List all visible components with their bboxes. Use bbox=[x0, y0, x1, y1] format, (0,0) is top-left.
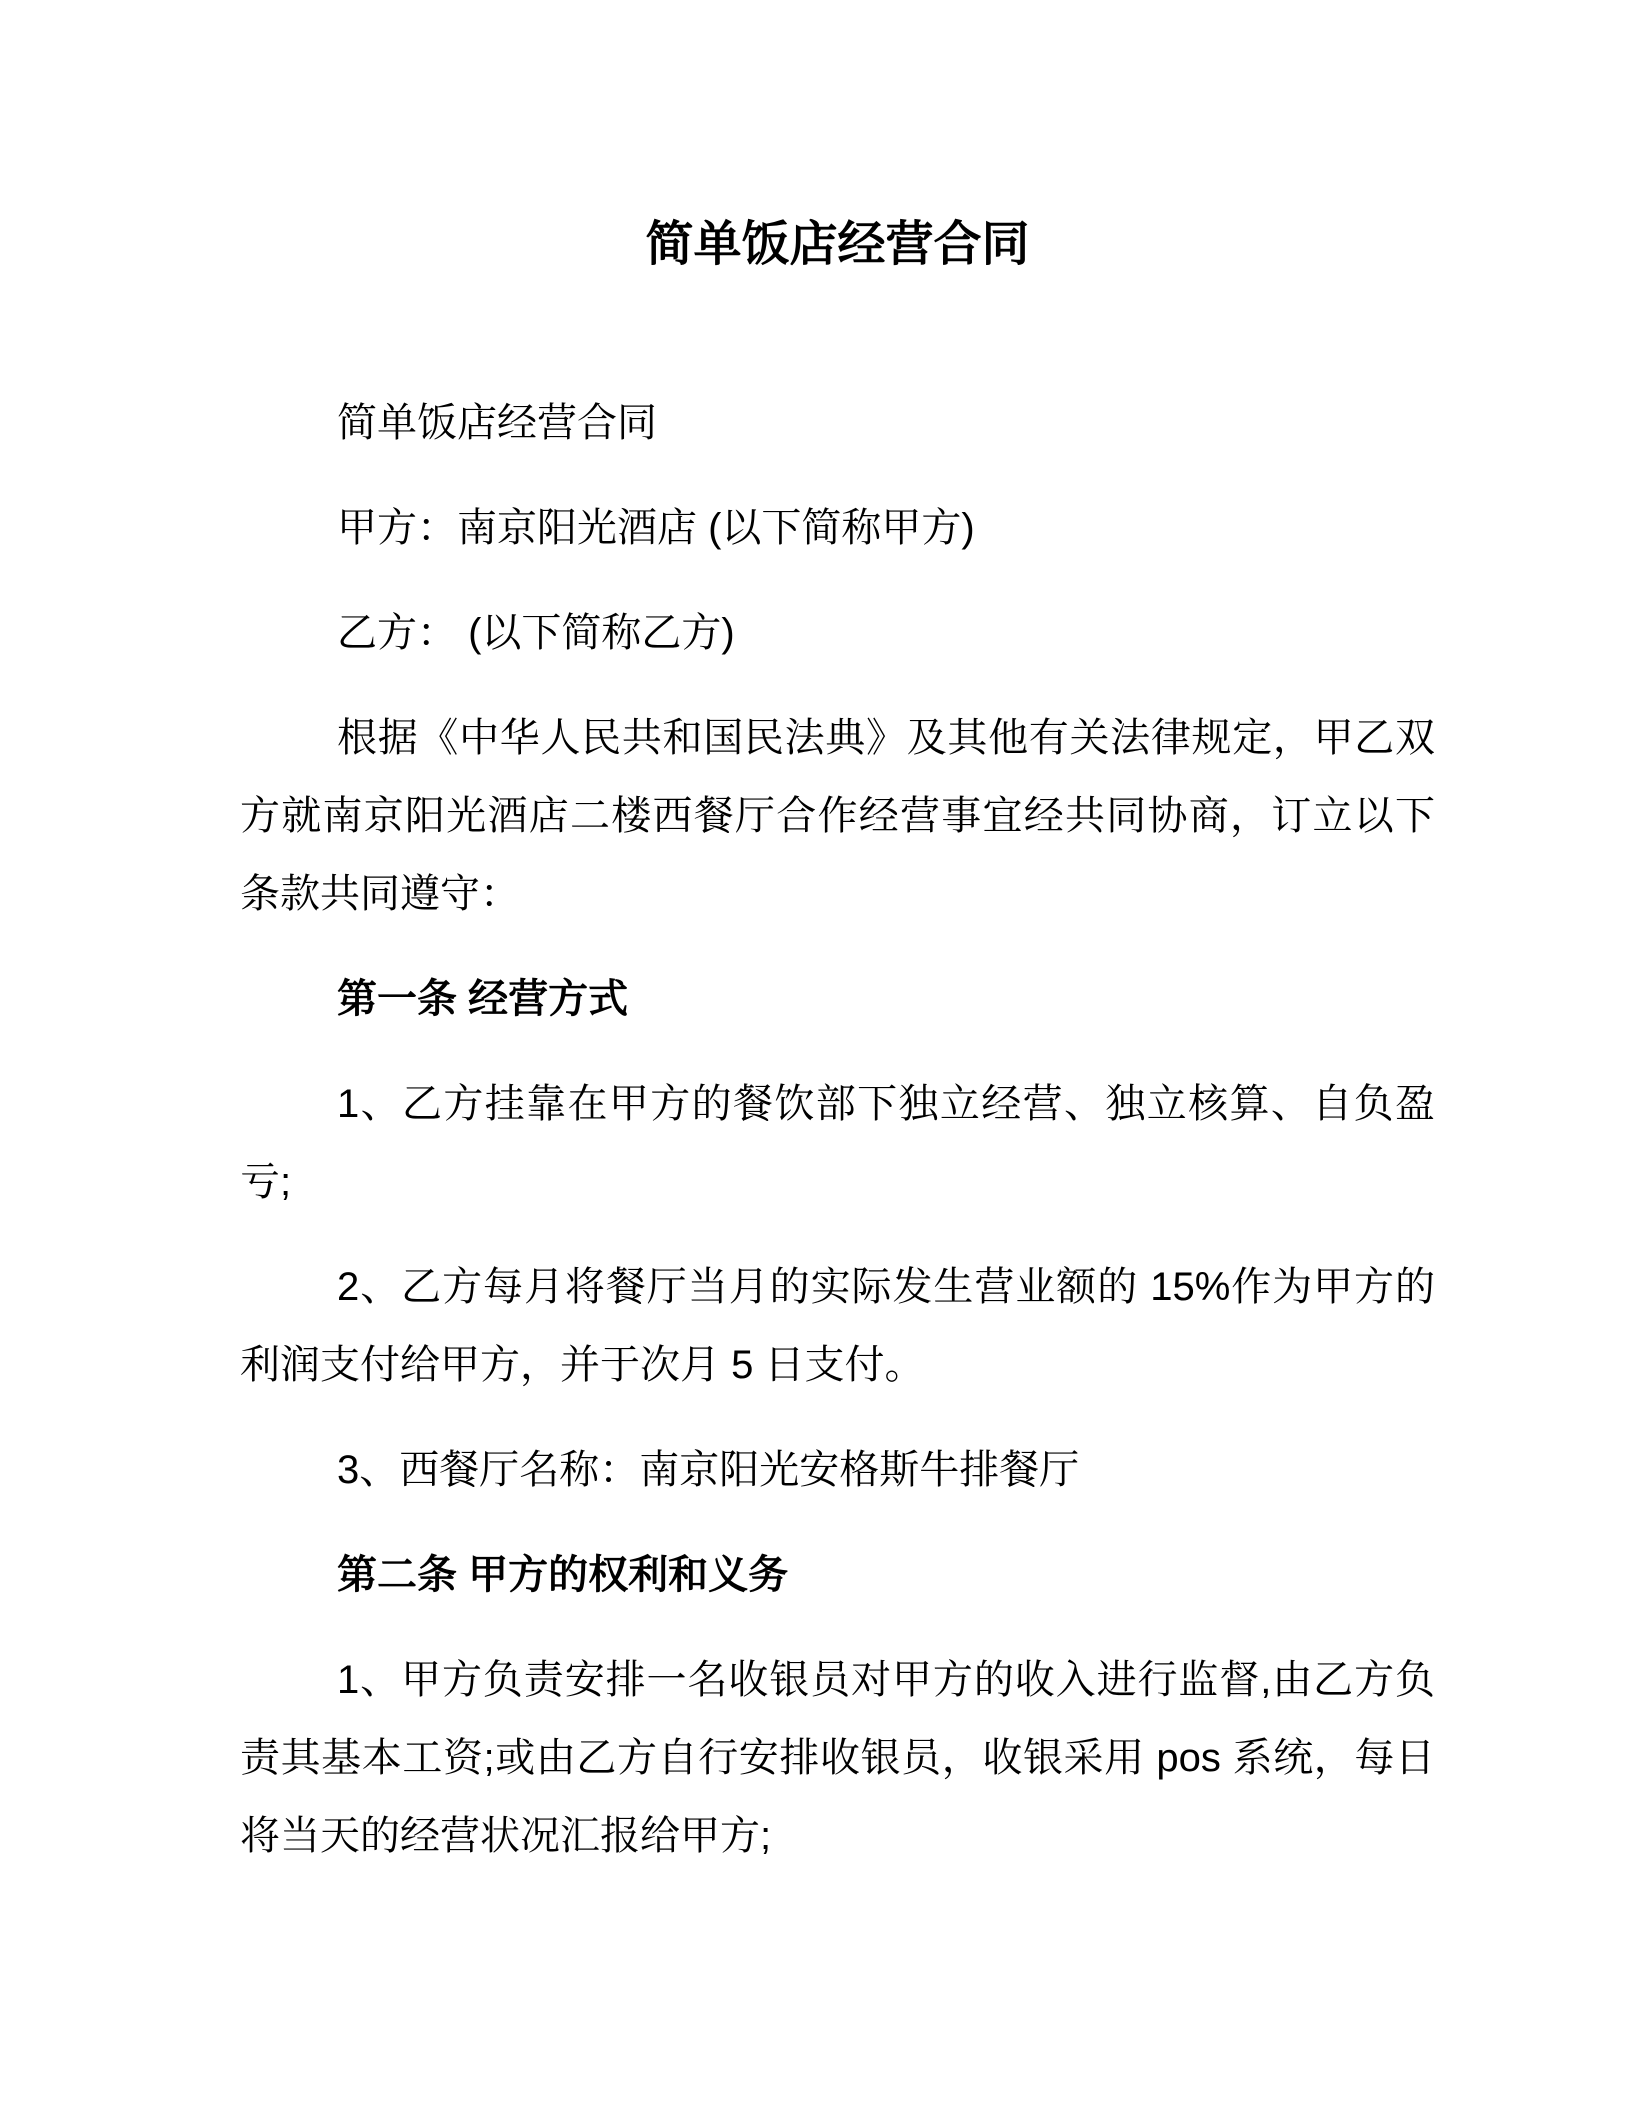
paragraph: 甲方：南京阳光酒店 (以下简称甲方) bbox=[337, 506, 975, 550]
document-title: 简单饭店经营合同 bbox=[645, 218, 1030, 271]
paragraph: 1、甲方负责安排一名收银员对甲方的收入进行监督,由乙方负责其基本工资;或由乙方自行安排收银员，收银采用 pos 系统，每日将当天的经营状况汇报给甲方; bbox=[240, 1658, 1435, 1858]
paragraph: 2、乙方每月将餐厅当月的实际发生营业额的 15%作为甲方的利润支付给甲方，并于次月 5 日支付。 bbox=[240, 1265, 1435, 1387]
paragraph: 简单饭店经营合同 bbox=[337, 401, 657, 445]
section-heading: 第二条 甲方的权利和义务 bbox=[337, 1553, 789, 1597]
paragraph: 乙方： (以下简称乙方) bbox=[337, 611, 735, 655]
section-heading: 第一条 经营方式 bbox=[337, 977, 629, 1021]
paragraph: 1、乙方挂靠在甲方的餐饮部下独立经营、独立核算、自负盈亏; bbox=[240, 1082, 1435, 1204]
paragraph: 根据《中华人民共和国民法典》及其他有关法律规定，甲乙双方就南京阳光酒店二楼西餐厅合作经营事宜经共同协商，订立以下条款共同遵守： bbox=[240, 716, 1435, 916]
paragraph-list bbox=[240, 384, 1435, 1875]
paragraph: 3、西餐厅名称：南京阳光安格斯牛排餐厅 bbox=[337, 1448, 1080, 1492]
